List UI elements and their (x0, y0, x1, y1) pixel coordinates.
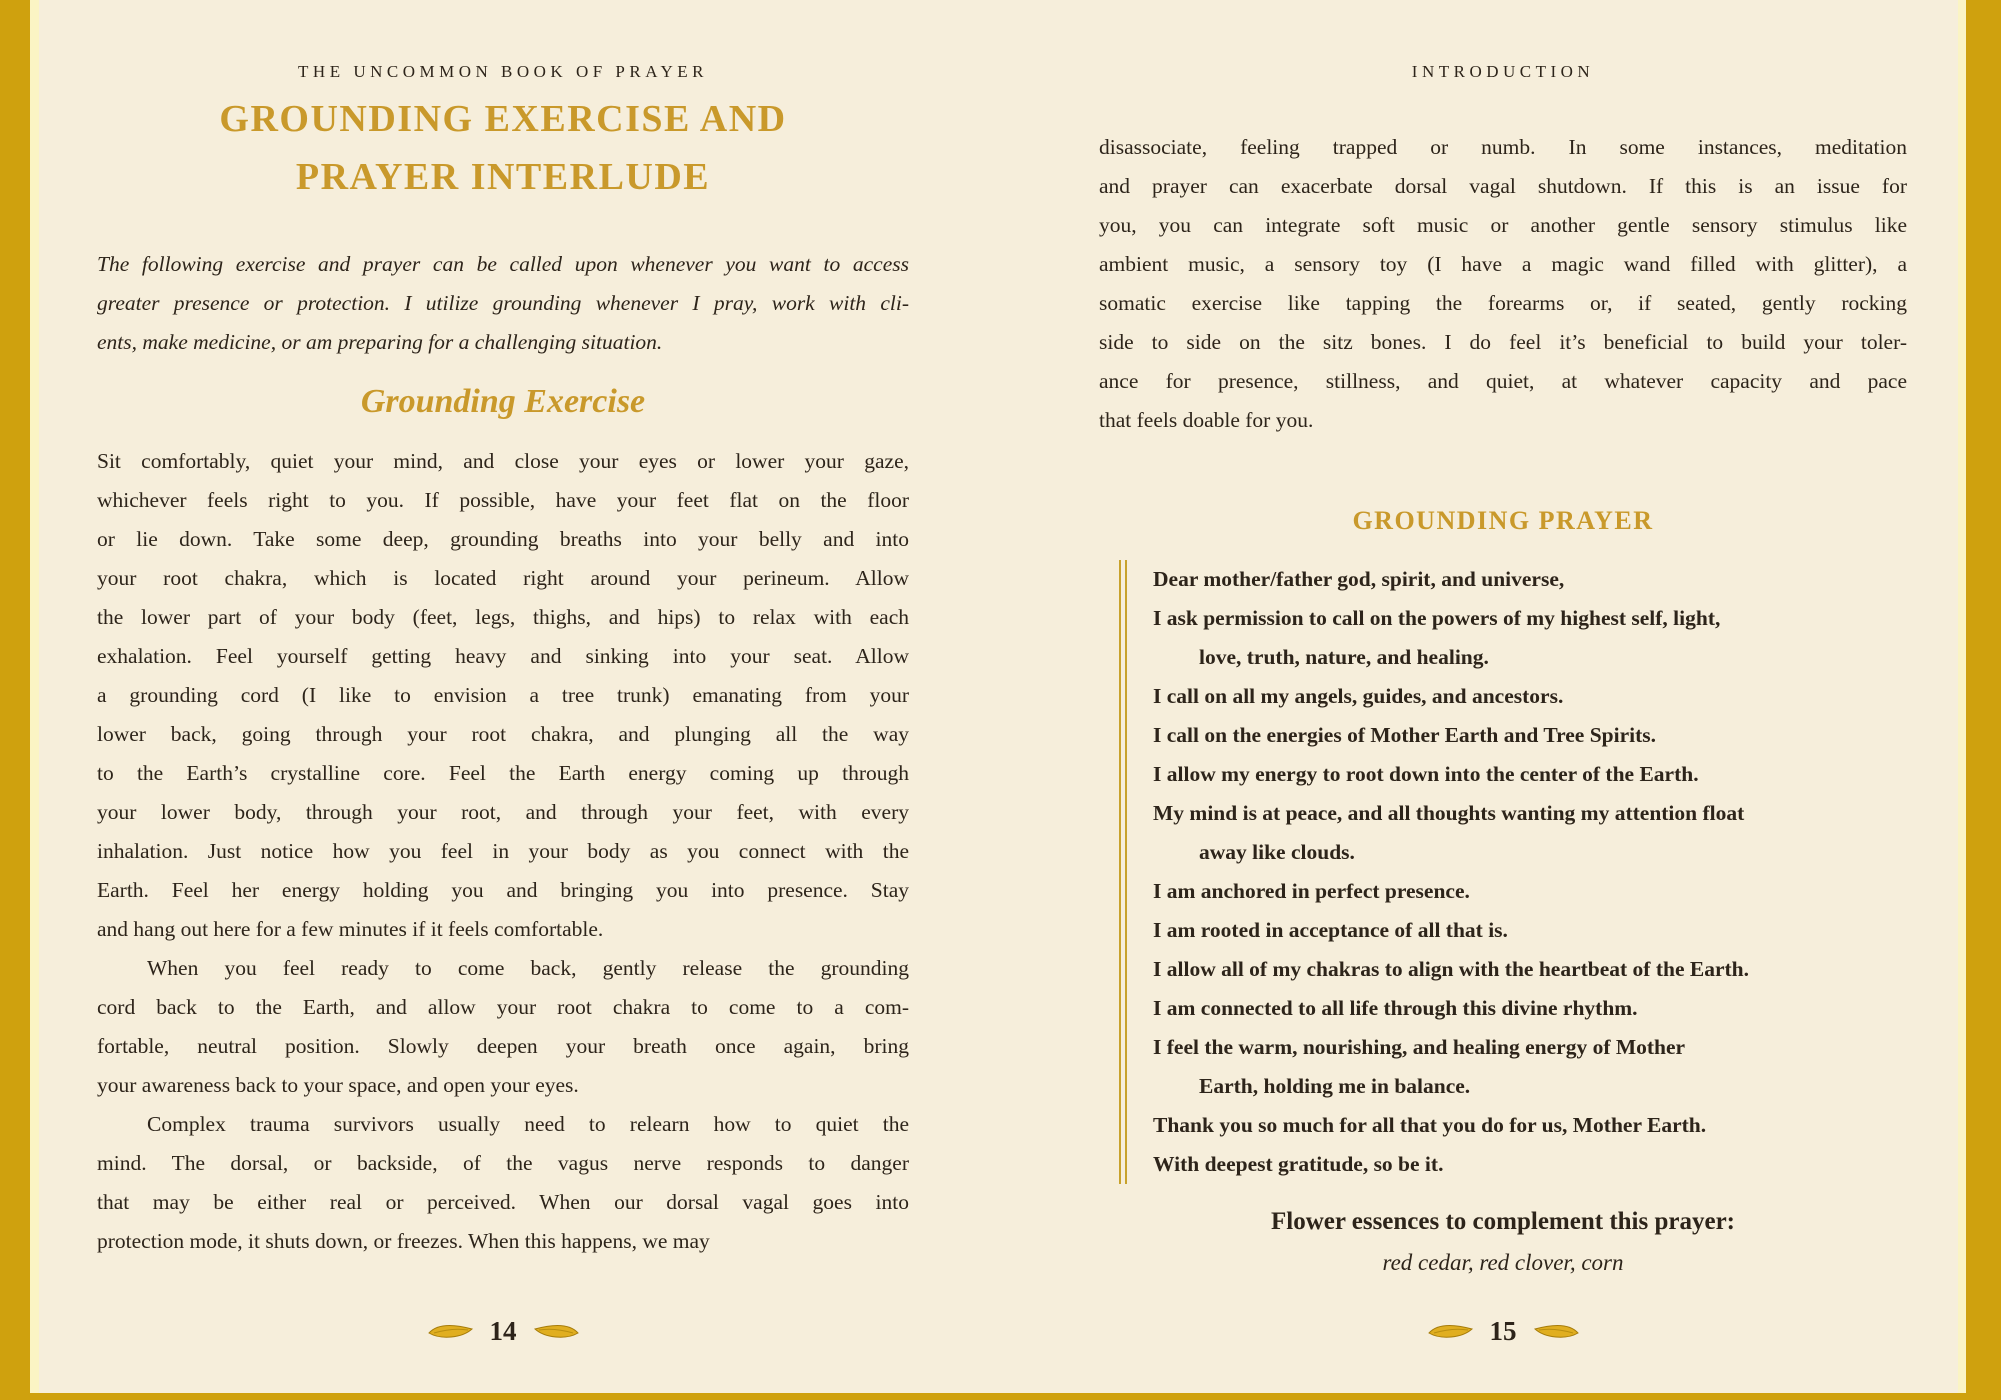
grounding-prayer (1119, 560, 1905, 1184)
leaf-ornament-icon (1533, 1322, 1579, 1342)
body-line: that feels doable for you. (1099, 408, 1314, 432)
section-heading: Grounding Exercise (360, 383, 646, 420)
introduction-body (1099, 128, 1907, 440)
flower-essences-list: red cedar, red clover, corn (1382, 1250, 1624, 1275)
prayer-line: I allow all of my chakras to align with the heartbeat of the Earth. (1153, 957, 1749, 981)
body-line: your lower body, through your root, and through your feet, with every (97, 800, 909, 824)
body-line: or lie down. Take some deep, grounding breaths into your belly and into (97, 527, 909, 551)
body-line: cord back to the Earth, and allow your root chakra to come to a com- (97, 995, 909, 1019)
body-line: mind. The dorsal, or backside, of the vagus nerve responds to danger (97, 1151, 909, 1175)
body-line: protection mode, it shuts down, or freezes. When this happens, we may (97, 1229, 710, 1253)
gold-border-left-accent (30, 0, 39, 1400)
running-head-left: THE UNCOMMON BOOK OF PRAYER (298, 62, 708, 81)
body-line: your awareness back to your space, and open your eyes. (97, 1073, 579, 1097)
exercise-body (97, 442, 909, 1261)
paragraph (97, 442, 909, 949)
body-line: side to side on the sitz bones. I do feel it’s beneficial to build your toler- (1099, 330, 1907, 354)
body-line: whichever feels right to you. If possible, have your feet flat on the floor (97, 488, 909, 512)
prayer-line: I am connected to all life through this divine rhythm. (1153, 996, 1638, 1020)
paragraph (1099, 128, 1907, 440)
prayer-line: Thank you so much for all that you do for us, Mother Earth. (1153, 1113, 1707, 1137)
body-line: fortable, neutral position. Slowly deepen your breath once again, bring (97, 1034, 909, 1058)
prayer-line: away like clouds. (1199, 840, 1355, 864)
prayer-heading: GROUNDING PRAYER (1352, 506, 1654, 535)
prayer-line: With deepest gratitude, so be it. (1153, 1152, 1444, 1176)
body-line: and hang out here for a few minutes if it feels comfortable. (97, 917, 604, 941)
flower-essences-label: Flower essences to complement this prayer: (1270, 1208, 1735, 1235)
body-line: the lower part of your body (feet, legs, thighs, and hips) to relax with each (97, 605, 909, 629)
body-line: ance for presence, stillness, and quiet, at whatever capacity and pace (1099, 369, 1907, 393)
body-line: When you feel ready to come back, gently release the grounding (147, 956, 909, 980)
chapter-title-line1: GROUNDING EXERCISE AND (219, 98, 787, 140)
body-line: Sit comfortably, quiet your mind, and close your eyes or lower your gaze, (97, 449, 909, 473)
paragraph (97, 1105, 909, 1261)
chapter-intro (97, 245, 909, 362)
intro-line: ents, make medicine, or am preparing for a challenging situation. (97, 330, 663, 354)
leaf-ornament-icon (533, 1322, 579, 1342)
prayer-line: I call on the energies of Mother Earth and Tree Spirits. (1153, 723, 1657, 747)
chapter-title-line2: PRAYER INTERLUDE (295, 156, 711, 198)
body-line: Complex trauma survivors usually need to relearn how to quiet the (147, 1112, 909, 1136)
prayer-line: My mind is at peace, and all thoughts wanting my attention float (1153, 801, 1745, 825)
gold-border-bottom (0, 1393, 2001, 1400)
prayer-line: Dear mother/father god, spirit, and universe, (1153, 567, 1565, 591)
page-number: 15 (1489, 1316, 1517, 1346)
prayer-line: I am anchored in perfect presence. (1153, 879, 1470, 903)
intro-line: The following exercise and prayer can be called upon whenever you want to access (97, 252, 909, 276)
prayer-line: Earth, holding me in balance. (1199, 1074, 1471, 1098)
prayer-line: love, truth, nature, and healing. (1199, 645, 1489, 669)
body-line: to the Earth’s crystalline core. Feel the Earth energy coming up through (97, 761, 909, 785)
body-line: inhalation. Just notice how you feel in your body as you connect with the (97, 839, 909, 863)
body-line: ambient music, a sensory toy (I have a magic wand filled with glitter), a (1099, 252, 1907, 276)
body-line: that may be either real or perceived. When our dorsal vagal goes into (97, 1190, 909, 1214)
chapter-title (97, 90, 909, 206)
running-head-right: INTRODUCTION (1411, 62, 1595, 81)
body-line: and prayer can exacerbate dorsal vagal shutdown. If this is an issue for (1099, 174, 1907, 198)
body-line: a grounding cord (I like to envision a tree trunk) emanating from your (97, 683, 909, 707)
page-footer-right (1099, 1316, 1907, 1347)
right-page (1099, 0, 1907, 1400)
gold-border-right-accent (1958, 0, 1966, 1400)
intro-line: greater presence or protection. I utilize grounding whenever I pray, work with cli- (97, 291, 909, 315)
left-page (97, 0, 909, 1400)
gold-border-left (0, 0, 30, 1400)
prayer-line: I allow my energy to root down into the center of the Earth. (1153, 762, 1699, 786)
body-line: somatic exercise like tapping the forearms or, if seated, gently rocking (1099, 291, 1907, 315)
prayer-line: I am rooted in acceptance of all that is. (1153, 918, 1508, 942)
leaf-ornament-icon (1428, 1322, 1474, 1342)
leaf-ornament-icon (428, 1322, 474, 1342)
paragraph (97, 949, 909, 1105)
body-line: Earth. Feel her energy holding you and bringing you into presence. Stay (97, 878, 909, 902)
prayer-line: I ask permission to call on the powers of my highest self, light, (1153, 606, 1721, 630)
page-footer-left (97, 1316, 909, 1347)
prayer-line: I feel the warm, nourishing, and healing energy of Mother (1153, 1035, 1686, 1059)
page-number: 14 (489, 1316, 517, 1346)
body-line: your root chakra, which is located right around your perineum. Allow (97, 566, 909, 590)
gold-border-right (1966, 0, 2001, 1400)
body-line: you, you can integrate soft music or another gentle sensory stimulus like (1099, 213, 1907, 237)
prayer-line: I call on all my angels, guides, and ancestors. (1153, 684, 1564, 708)
body-line: disassociate, feeling trapped or numb. In some instances, meditation (1099, 135, 1907, 159)
body-line: lower back, going through your root chakra, and plunging all the way (97, 722, 909, 746)
body-line: exhalation. Feel yourself getting heavy and sinking into your seat. Allow (97, 644, 909, 668)
